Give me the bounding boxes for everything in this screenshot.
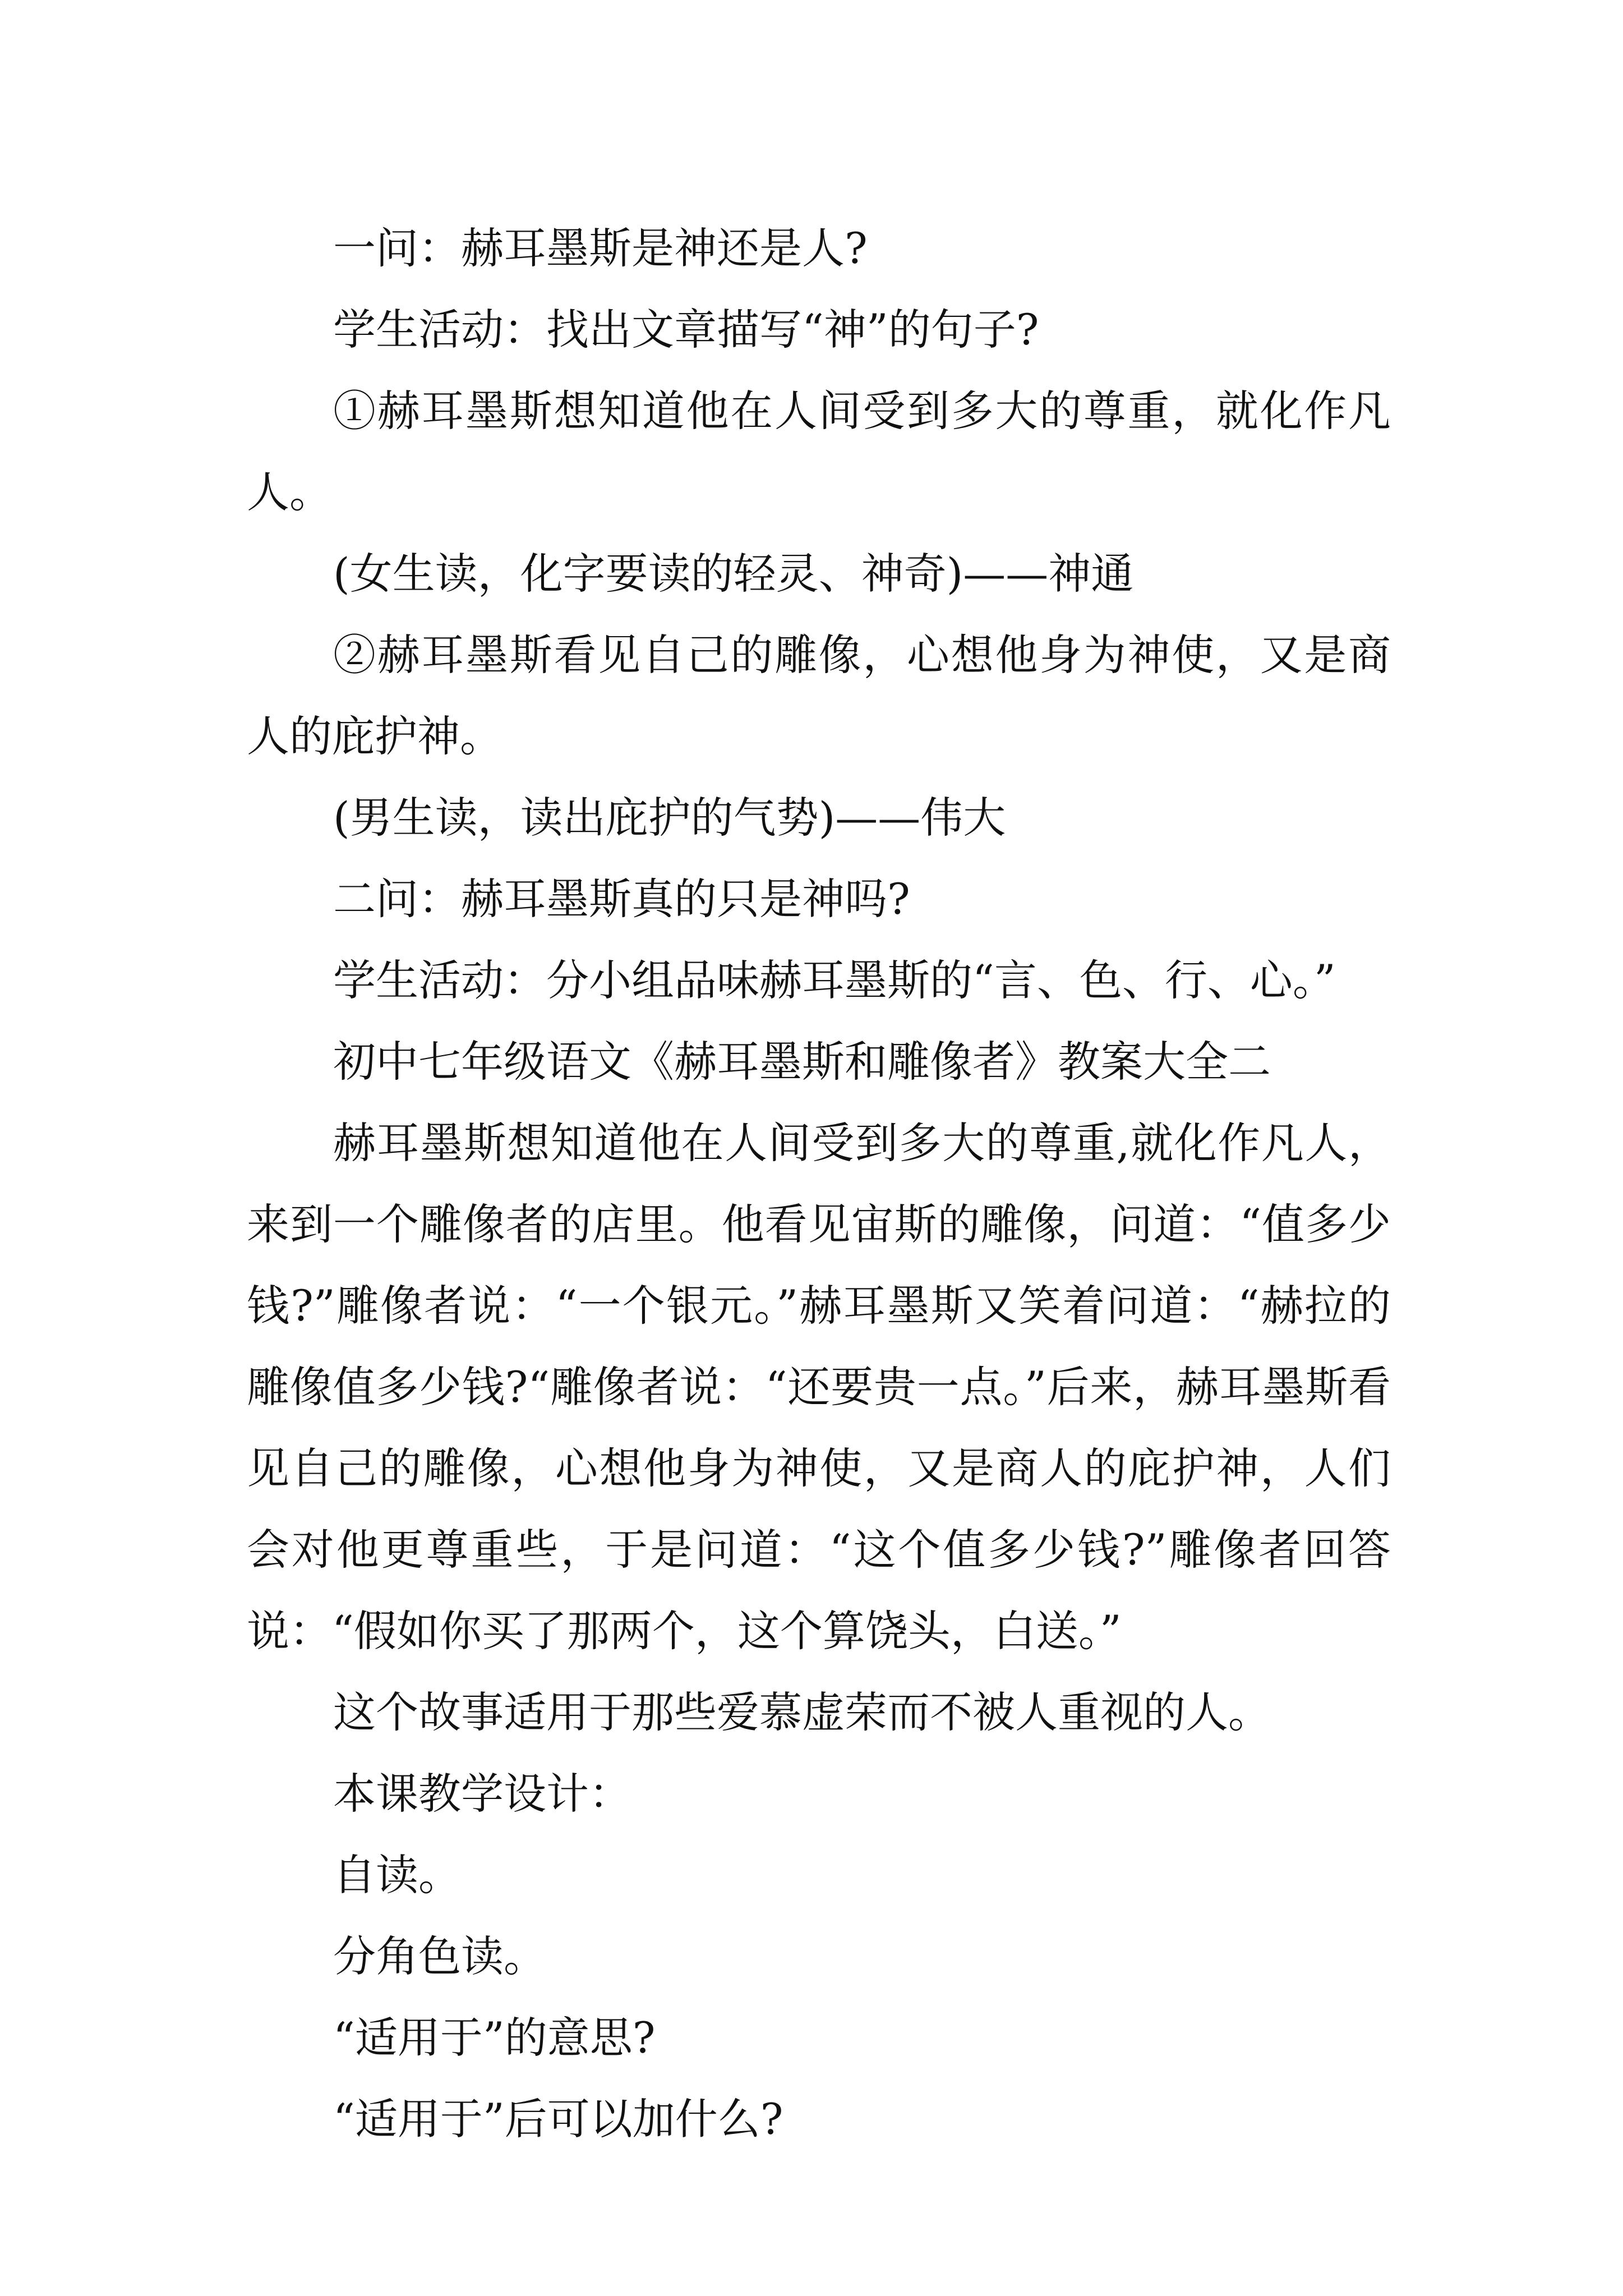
moral-paragraph: 这个故事适用于那些爱慕虚荣而不被人重视的人。: [333, 1687, 1271, 1737]
section-title: 初中七年级语文《赫耳墨斯和雕像者》教案大全二: [333, 1037, 1271, 1087]
student-activity-find-sentences: 学生活动：找出文章描写“神”的句子?: [333, 305, 1039, 355]
step-meaning-question: “适用于”的意思?: [333, 2013, 656, 2063]
document-body: [247, 208, 1391, 2160]
step-what-to-add-question: “适用于”后可以加什么?: [333, 2094, 783, 2144]
quote-one: ①赫耳墨斯想知道他在人间受到多大的尊重，就化作凡人。: [247, 386, 1391, 517]
teaching-design-heading: 本课教学设计：: [333, 1769, 631, 1819]
reading-note-girls: (女生读，化字要读的轻灵、神奇)——神通: [333, 549, 1134, 599]
question-two-heading: 二问：赫耳墨斯真的只是神吗?: [333, 874, 910, 924]
step-self-read: 自读。: [333, 1850, 461, 1900]
reading-note-boys: (男生读，读出庇护的气势)——伟大: [333, 793, 1006, 843]
question-one-heading: 一问：赫耳墨斯是神还是人?: [333, 223, 868, 273]
quote-two: ②赫耳墨斯看见自己的雕像，心想他身为神使，又是商人的庇护神。: [247, 630, 1391, 761]
story-paragraph: 赫耳墨斯想知道他在人间受到多大的尊重,就化作凡人，来到一个雕像者的店里。他看见宙斯的雕像，问道：“值多少钱?”雕像者说：“一个银元。”赫耳墨斯又笑着问道：“赫拉的雕像值多少钱?“雕像者说：“还要贵一点。”后来，赫耳墨斯看见自己的雕像，心想他身为神使，又是商人的庇护神，人们会对他更尊重些，于是问道：“这个值多少钱?”雕像者回答说：“假如你买了那两个，这个算饶头，白送。”: [247, 1118, 1391, 1656]
student-activity-group: 学生活动：分小组品味赫耳墨斯的“言、色、行、心。”: [333, 955, 1336, 1005]
step-role-read: 分角色读。: [333, 1931, 546, 1981]
